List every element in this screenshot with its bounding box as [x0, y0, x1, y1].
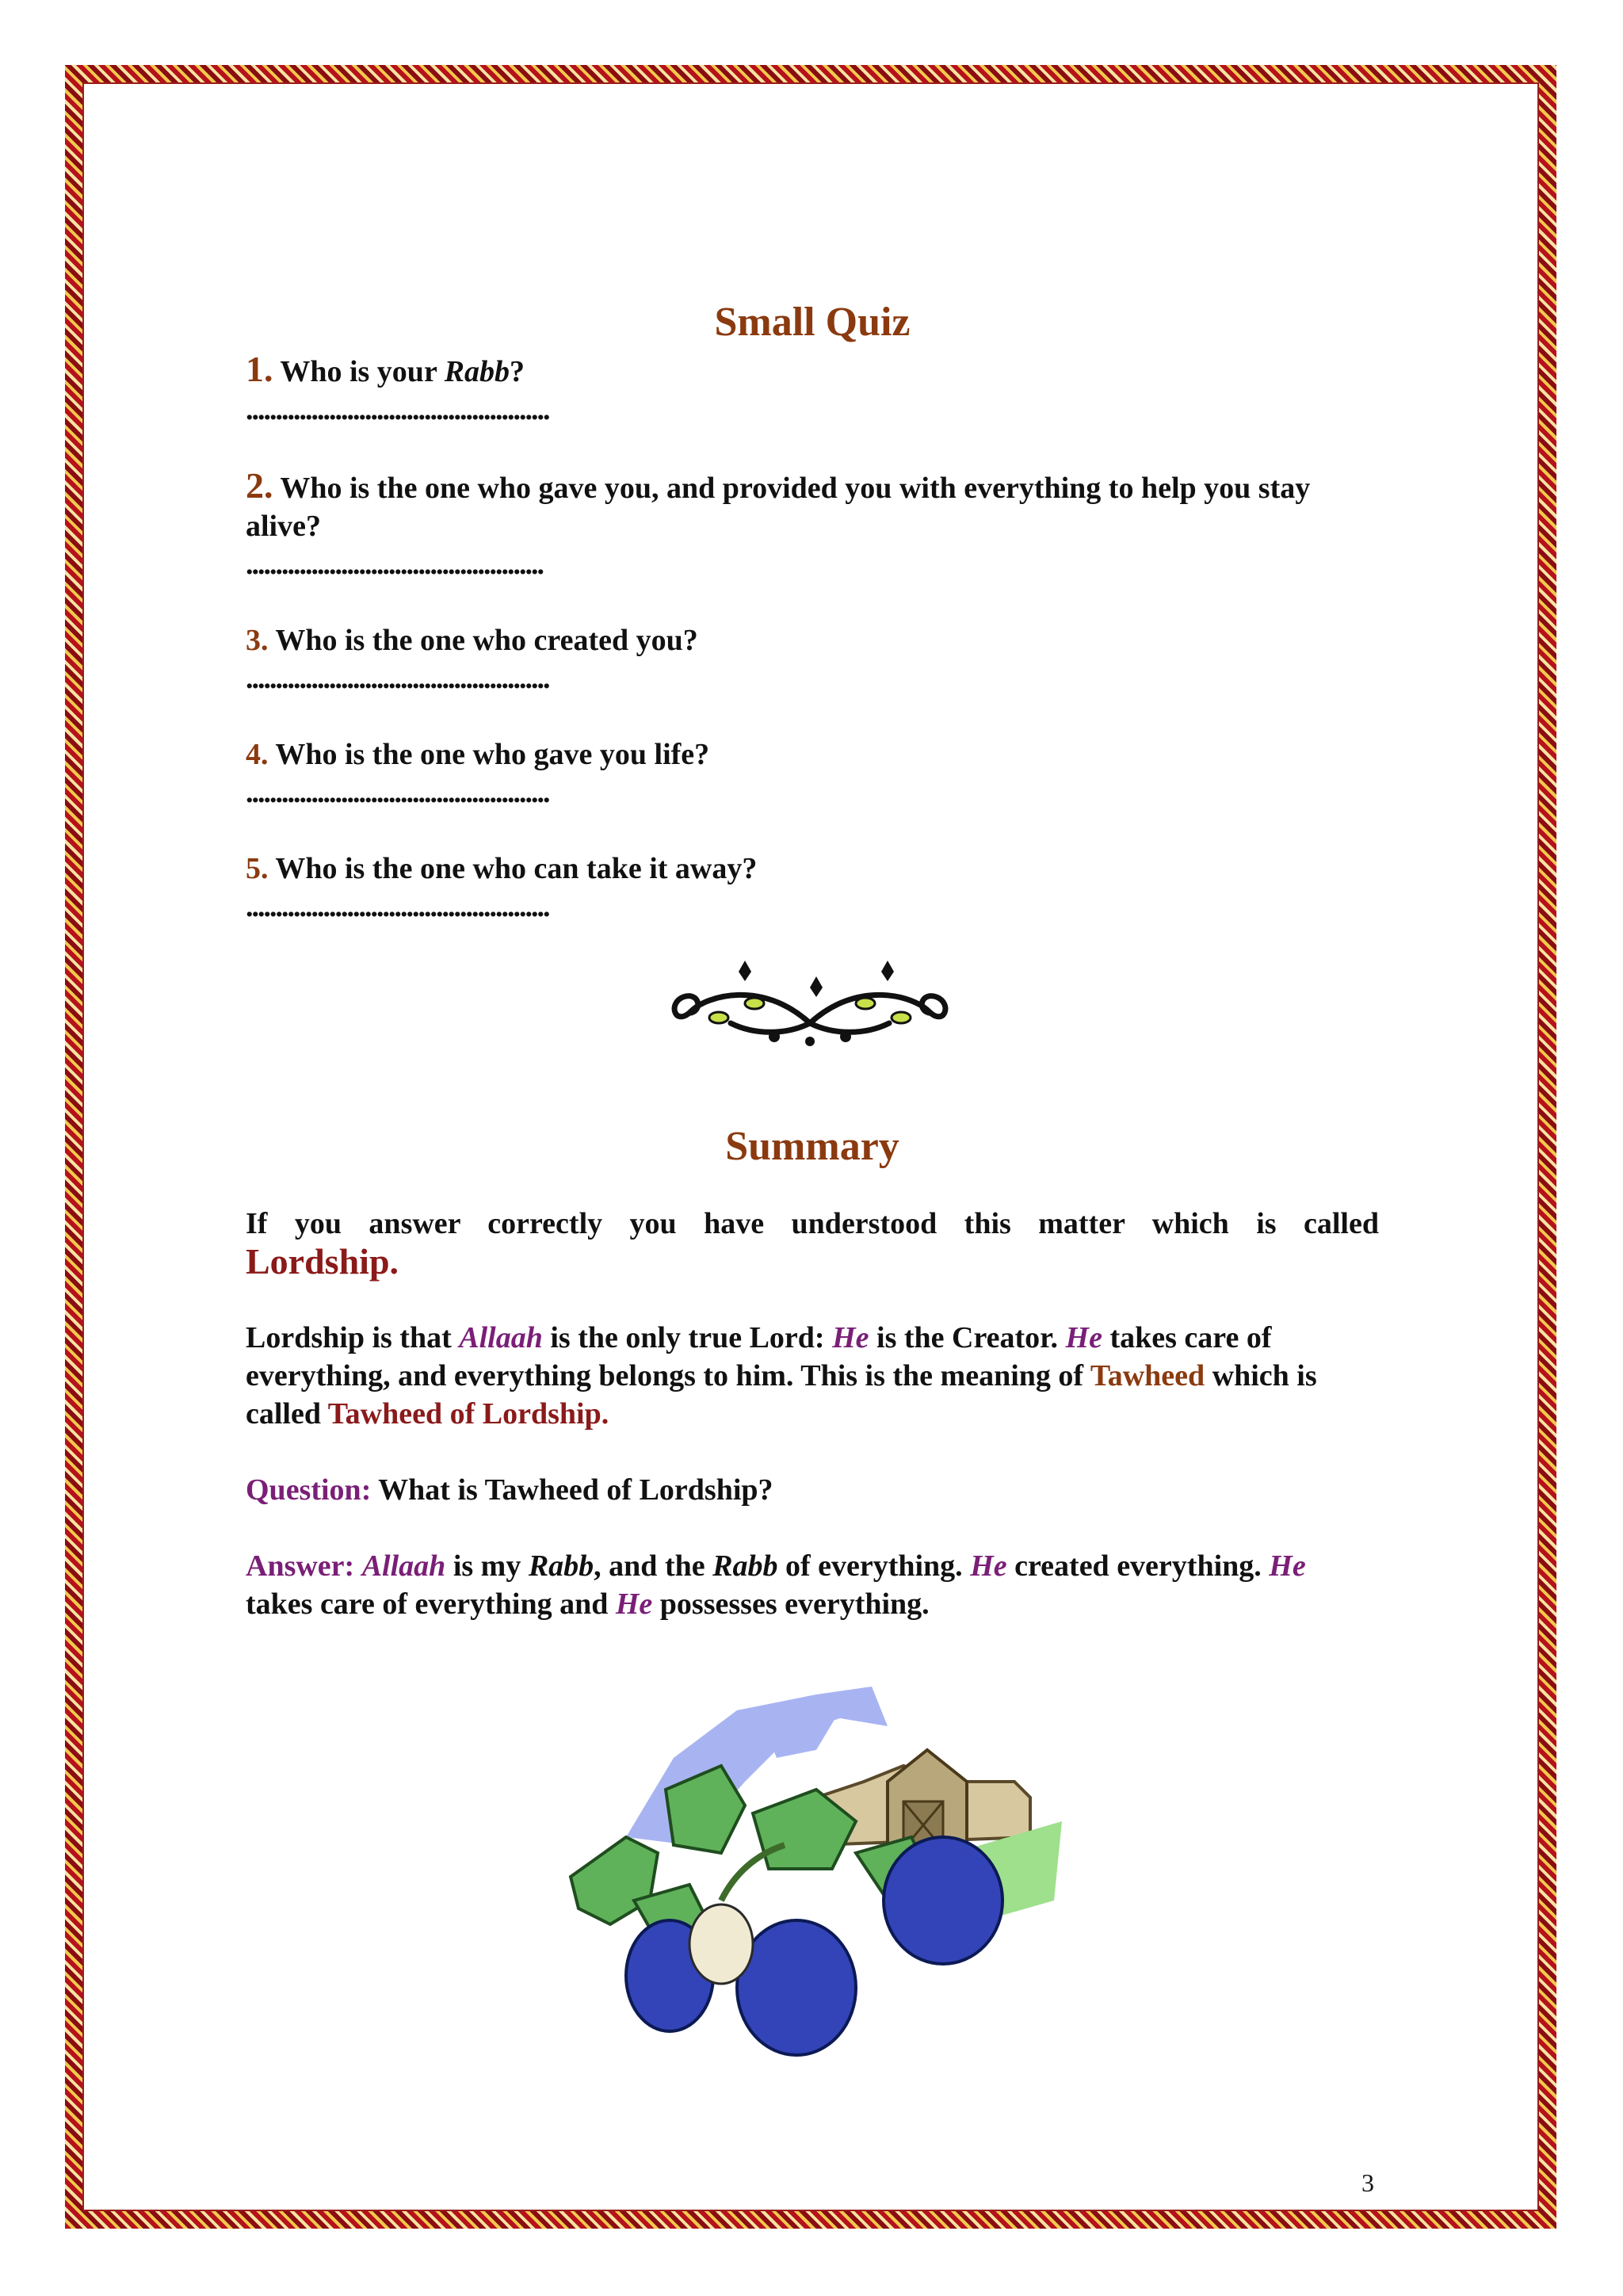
answer-blank-2[interactable]: ..................................................: [246, 548, 543, 581]
answer-blank-5[interactable]: ...................................................: [246, 890, 549, 923]
quiz-question-1: 1. Who is your Rabb?: [246, 349, 525, 389]
quiz-question-4: 4. Who is the one who gave you life?: [246, 738, 710, 771]
grapes-barn-illustration-icon: [555, 1663, 1070, 2075]
summary-intro: If you answer correctly you have understood this matter which is called: [246, 1207, 1379, 1240]
quiz-question-3: 3. Who is the one who created you?: [246, 624, 698, 657]
quiz-question-2: 2. Who is the one who gave you, and provided you with everything to help you stay alive?: [246, 465, 1311, 543]
page-number: 3: [1361, 2168, 1374, 2197]
floral-ornament-icon: [643, 948, 976, 1052]
lordship-definition: Lordship is that Allaah is the only true Lord: He is the Creator. He takes care of everything, and everything belongs to him. This is the meaning of Tawheed which is called Tawheed of Lordship.: [246, 1321, 1317, 1431]
lordship-term: Lordship.: [246, 1241, 399, 1282]
answer-blank-4[interactable]: ...................................................: [246, 776, 549, 809]
answer-blank-3[interactable]: ...................................................: [246, 662, 549, 695]
quiz-title: Small Quiz: [714, 300, 911, 345]
summary-question: Question: What is Tawheed of Lordship?: [246, 1473, 773, 1507]
answer-blank-1[interactable]: ...................................................: [246, 393, 549, 426]
summary-title: Summary: [725, 1124, 899, 1169]
summary-answer: Answer: Allaah is my Rabb, and the Rabb of everything. He created everything. He takes care of everything and He possesses everything.: [246, 1549, 1306, 1621]
quiz-question-5: 5. Who is the one who can take it away?: [246, 852, 758, 885]
